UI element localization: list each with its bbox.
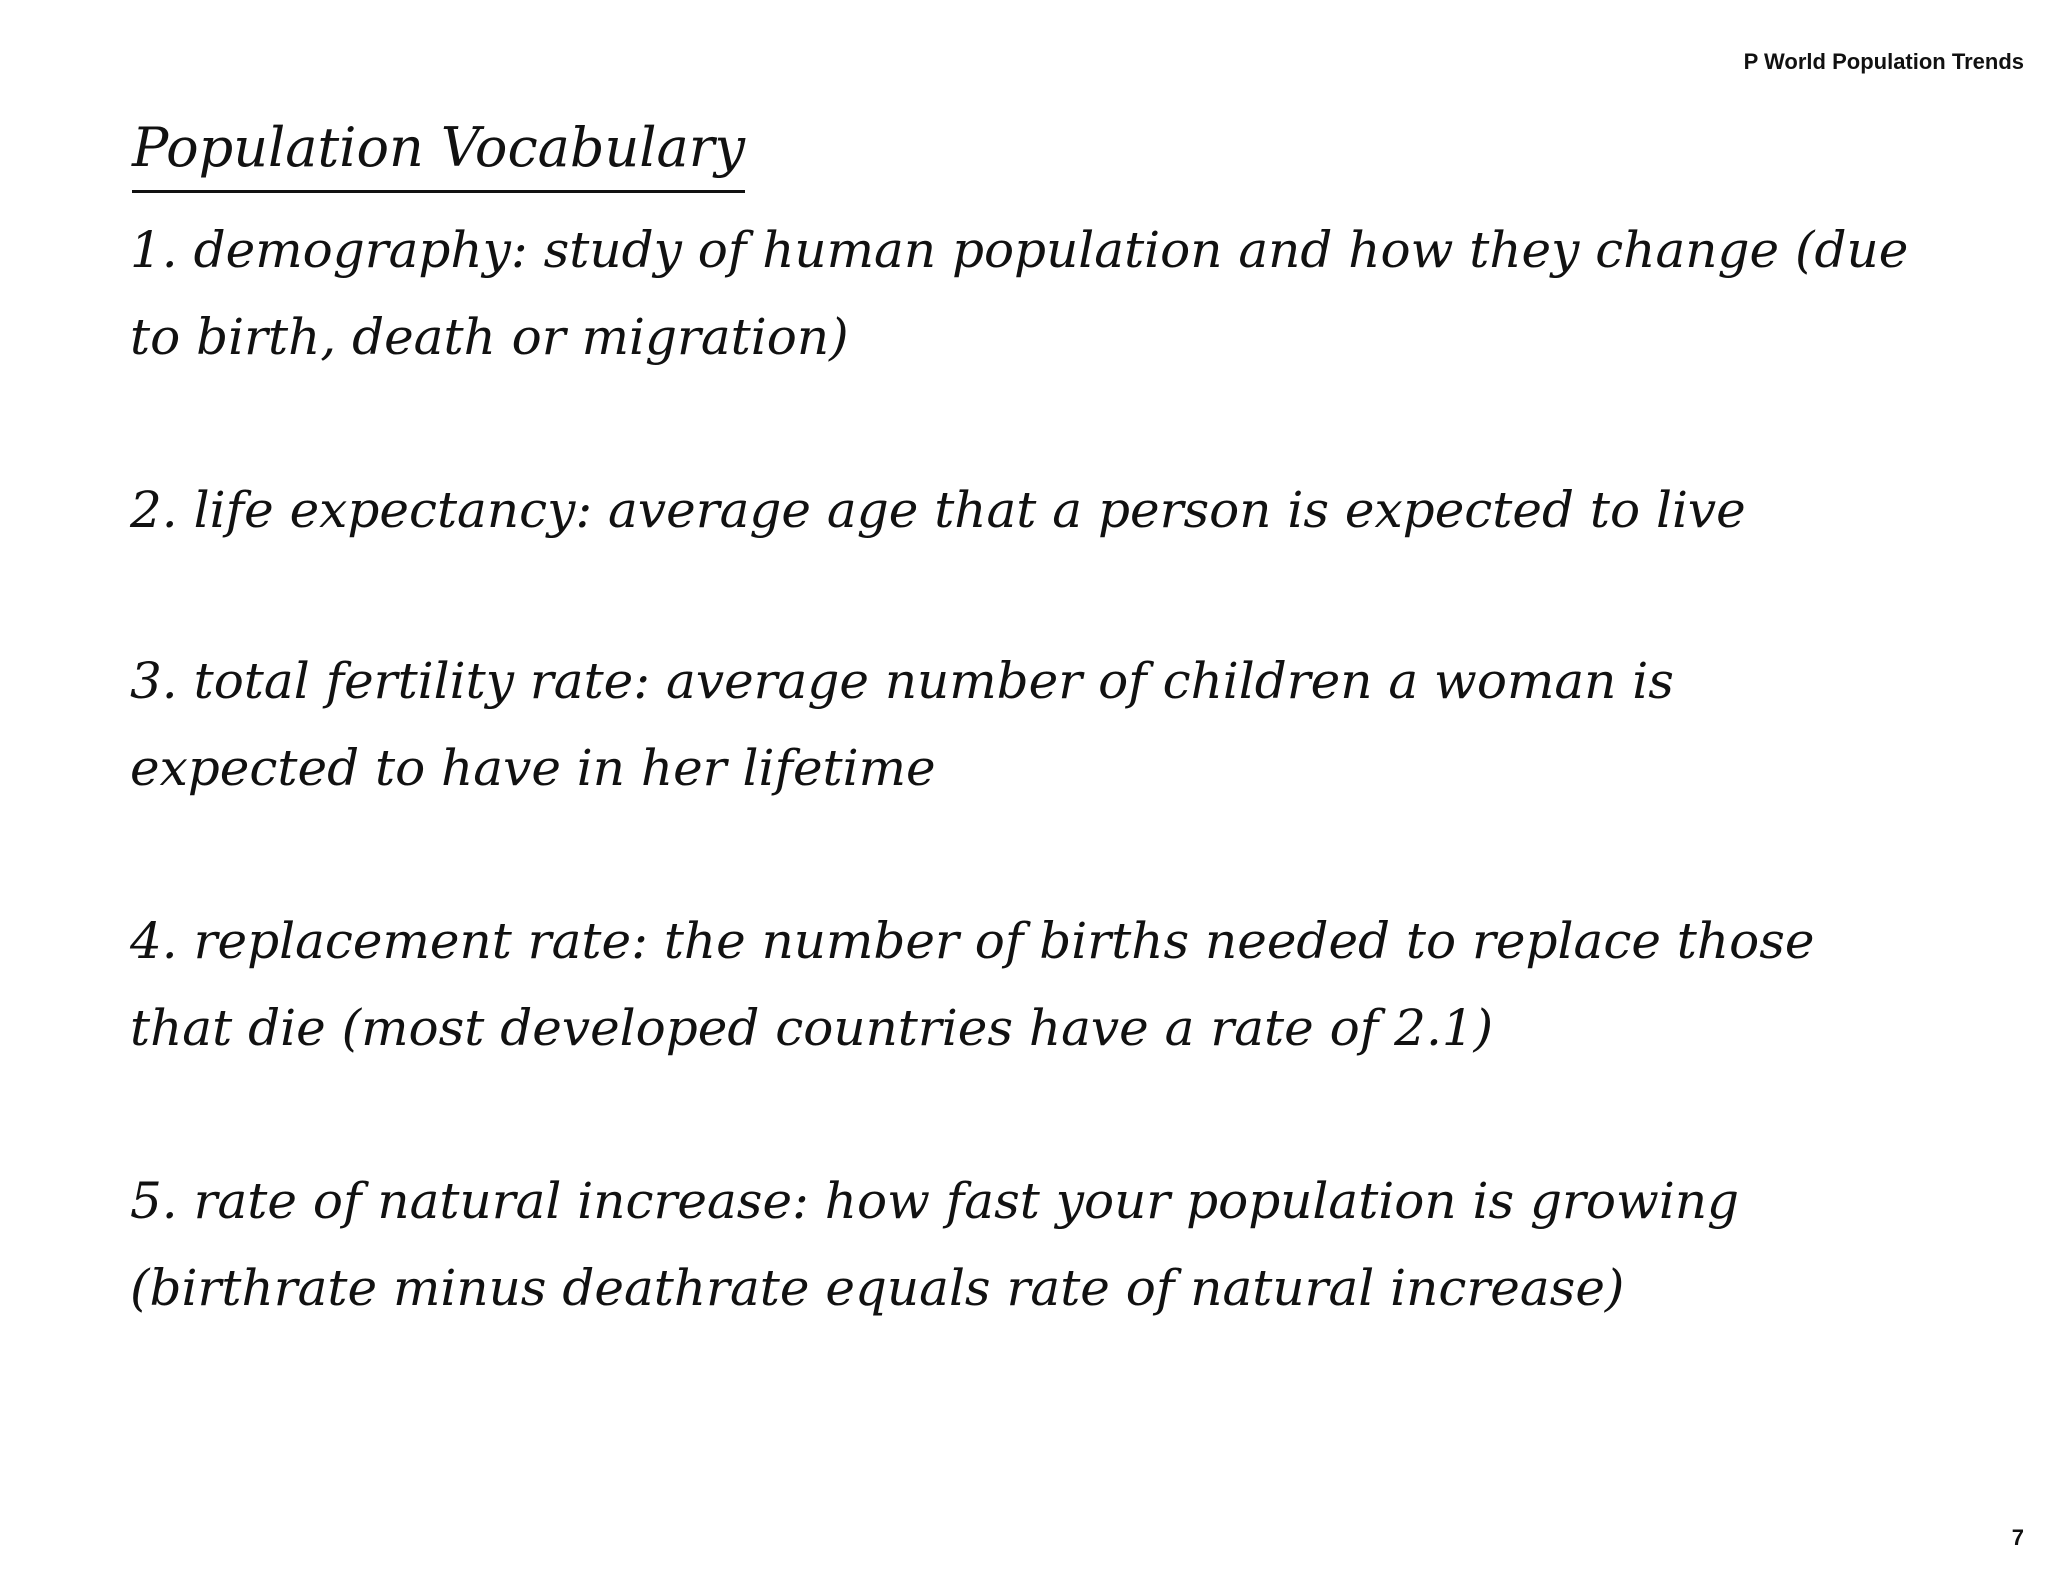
vocabulary-list	[130, 207, 1930, 1332]
vocabulary-item-replacement-rate: 4. replacement rate: the number of births needed to replace those that die (most developed countries have a rate of 2.1)	[130, 912, 1815, 1057]
slide-heading: Population Vocabulary	[132, 108, 745, 193]
document-header-title: P World Population Trends	[1743, 49, 2024, 74]
vocabulary-item-total-fertility-rate: 3. total fertility rate: average number of children a woman is expected to have in her lifetime	[130, 652, 1674, 797]
slide-content	[130, 108, 1930, 1418]
page-number: 7	[2011, 1525, 2024, 1550]
vocabulary-item-life-expectancy: 2. life expectancy: average age that a person is expected to live	[130, 481, 1746, 539]
vocabulary-item-rate-of-natural-increase: 5. rate of natural increase: how fast your population is growing (birthrate minus deathrate equals rate of natural increase)	[130, 1172, 1740, 1317]
vocabulary-item-demography: 1. demography: study of human population and how they change (due to birth, death or migration)	[130, 221, 1909, 366]
